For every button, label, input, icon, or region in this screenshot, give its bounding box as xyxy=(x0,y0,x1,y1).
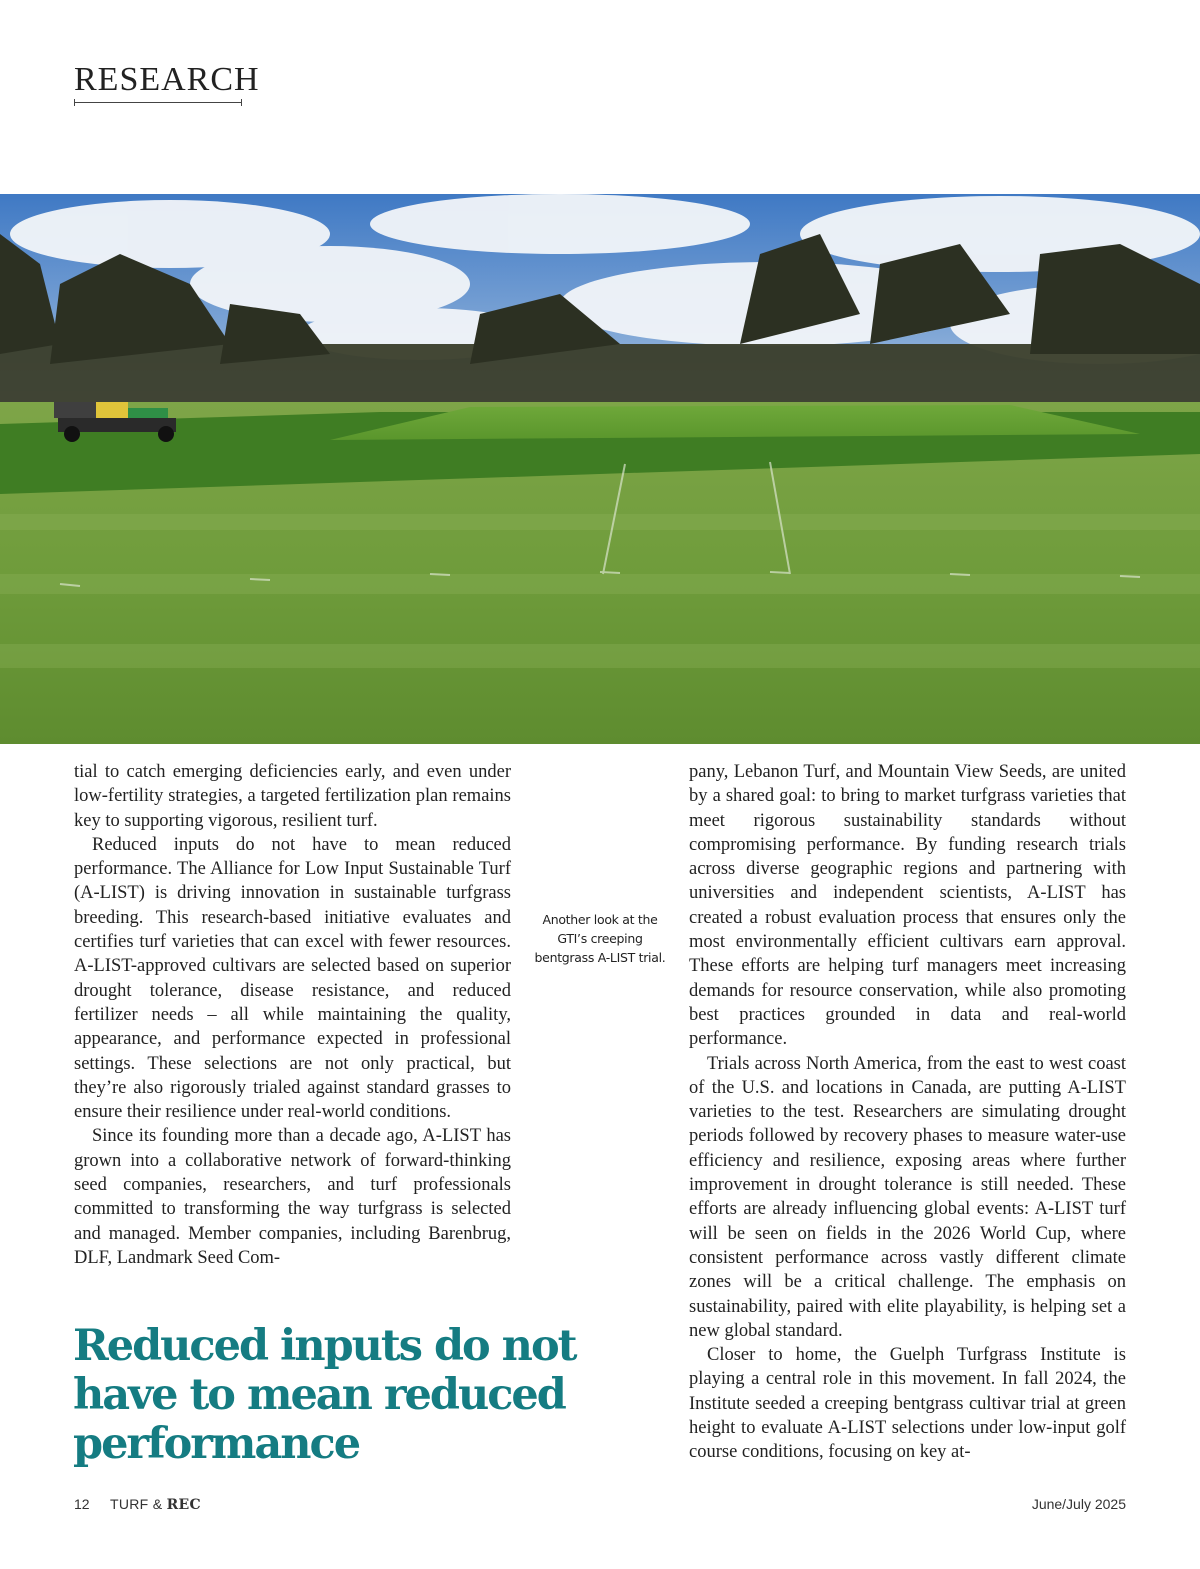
body-paragraph: Since its founding more than a decade ago, A-LIST has grown into a collaborative network of forward-thinking seed companies, researchers, and turf professionals committed to transforming the way turfgrass is selected and managed. Member companies, including Barenbrug, DLF, Landmark Seed Com- xyxy=(74,1126,511,1268)
turf-trial-photo xyxy=(0,194,1200,744)
issue-date: June/July 2025 xyxy=(1031,1496,1126,1512)
body-paragraph: tial to catch emerging deficiencies early, and even under low-fertility strategies, a targeted fertilization plan remains key to supporting vigorous, resilient turf. xyxy=(74,762,511,831)
photo-caption: Another look at the GTI’s creeping bentgrass A-LIST trial. xyxy=(534,912,666,965)
body-paragraph: Reduced inputs do not have to mean reduced performance. The Alliance for Low Input Sustainable Turf (A-LIST) is driving innovation in sustainable turfgrass breeding. This research-based initiative evaluates and certifies turf varieties that can excel with fewer resources. A-LIST-approved cultivars are selected based on superior drought tolerance, disease resistance, and reduced fertilizer needs – all while maintaining the quality, appearance, and performance expected in professional settings. These selections are not only practical, but they’re also rigorously trialed against standard grasses to ensure their resilience under real-world conditions. xyxy=(74,834,511,1123)
body-paragraph: Closer to home, the Guelph Turfgrass Institute is playing a central role in this movement. In fall 2024, the Institute seeded a creeping bentgrass cultivar trial at green height to evaluate A-LIST selections under low-input golf course conditions, focusing on key at- xyxy=(689,1345,1126,1463)
magazine-suffix: REC xyxy=(166,1497,201,1513)
page-footer xyxy=(74,1496,1126,1516)
body-paragraph: pany, Lebanon Turf, and Mountain View Seeds, are united by a shared goal: to bring to market turfgrass varieties that meet rigorous sustainability standards without compromising performance. By funding research trials across diverse geographic regions and partnering with universities and independent scientists, A-LIST has created a robust evaluation process that ensures only the most environmentally efficient cultivars earn approval. These efforts are helping turf managers meet increasing demands for resource conservation, while also promoting best practices grounded in data and real-world performance. xyxy=(689,762,1126,1050)
magazine-prefix: TURF & xyxy=(110,1496,163,1512)
right-column xyxy=(689,760,1126,1465)
section-label: RESEARCH xyxy=(74,61,260,98)
body-paragraph: Trials across North America, from the east to west coast of the U.S. and locations in Canada, are putting A-LIST varieties to the test. Researchers are simulating drought periods followed by recovery phases to measure water-use efficiency and resilience, exposing areas where further improvement in drought tolerance is still needed. These efforts are already influencing global events: A-LIST turf will be seen on fields in the 2026 World Cup, where consistent performance across vastly different climate zones will be a critical challenge. The emphasis on sustainability, paired with elite playability, is helping set a new global standard. xyxy=(689,1053,1126,1341)
page-number: 12 xyxy=(74,1496,90,1512)
magazine-name xyxy=(110,1496,201,1513)
left-column xyxy=(74,760,511,1270)
pull-quote: Reduced inputs do not have to mean reduced performance xyxy=(73,1321,576,1469)
section-rule xyxy=(74,102,242,103)
